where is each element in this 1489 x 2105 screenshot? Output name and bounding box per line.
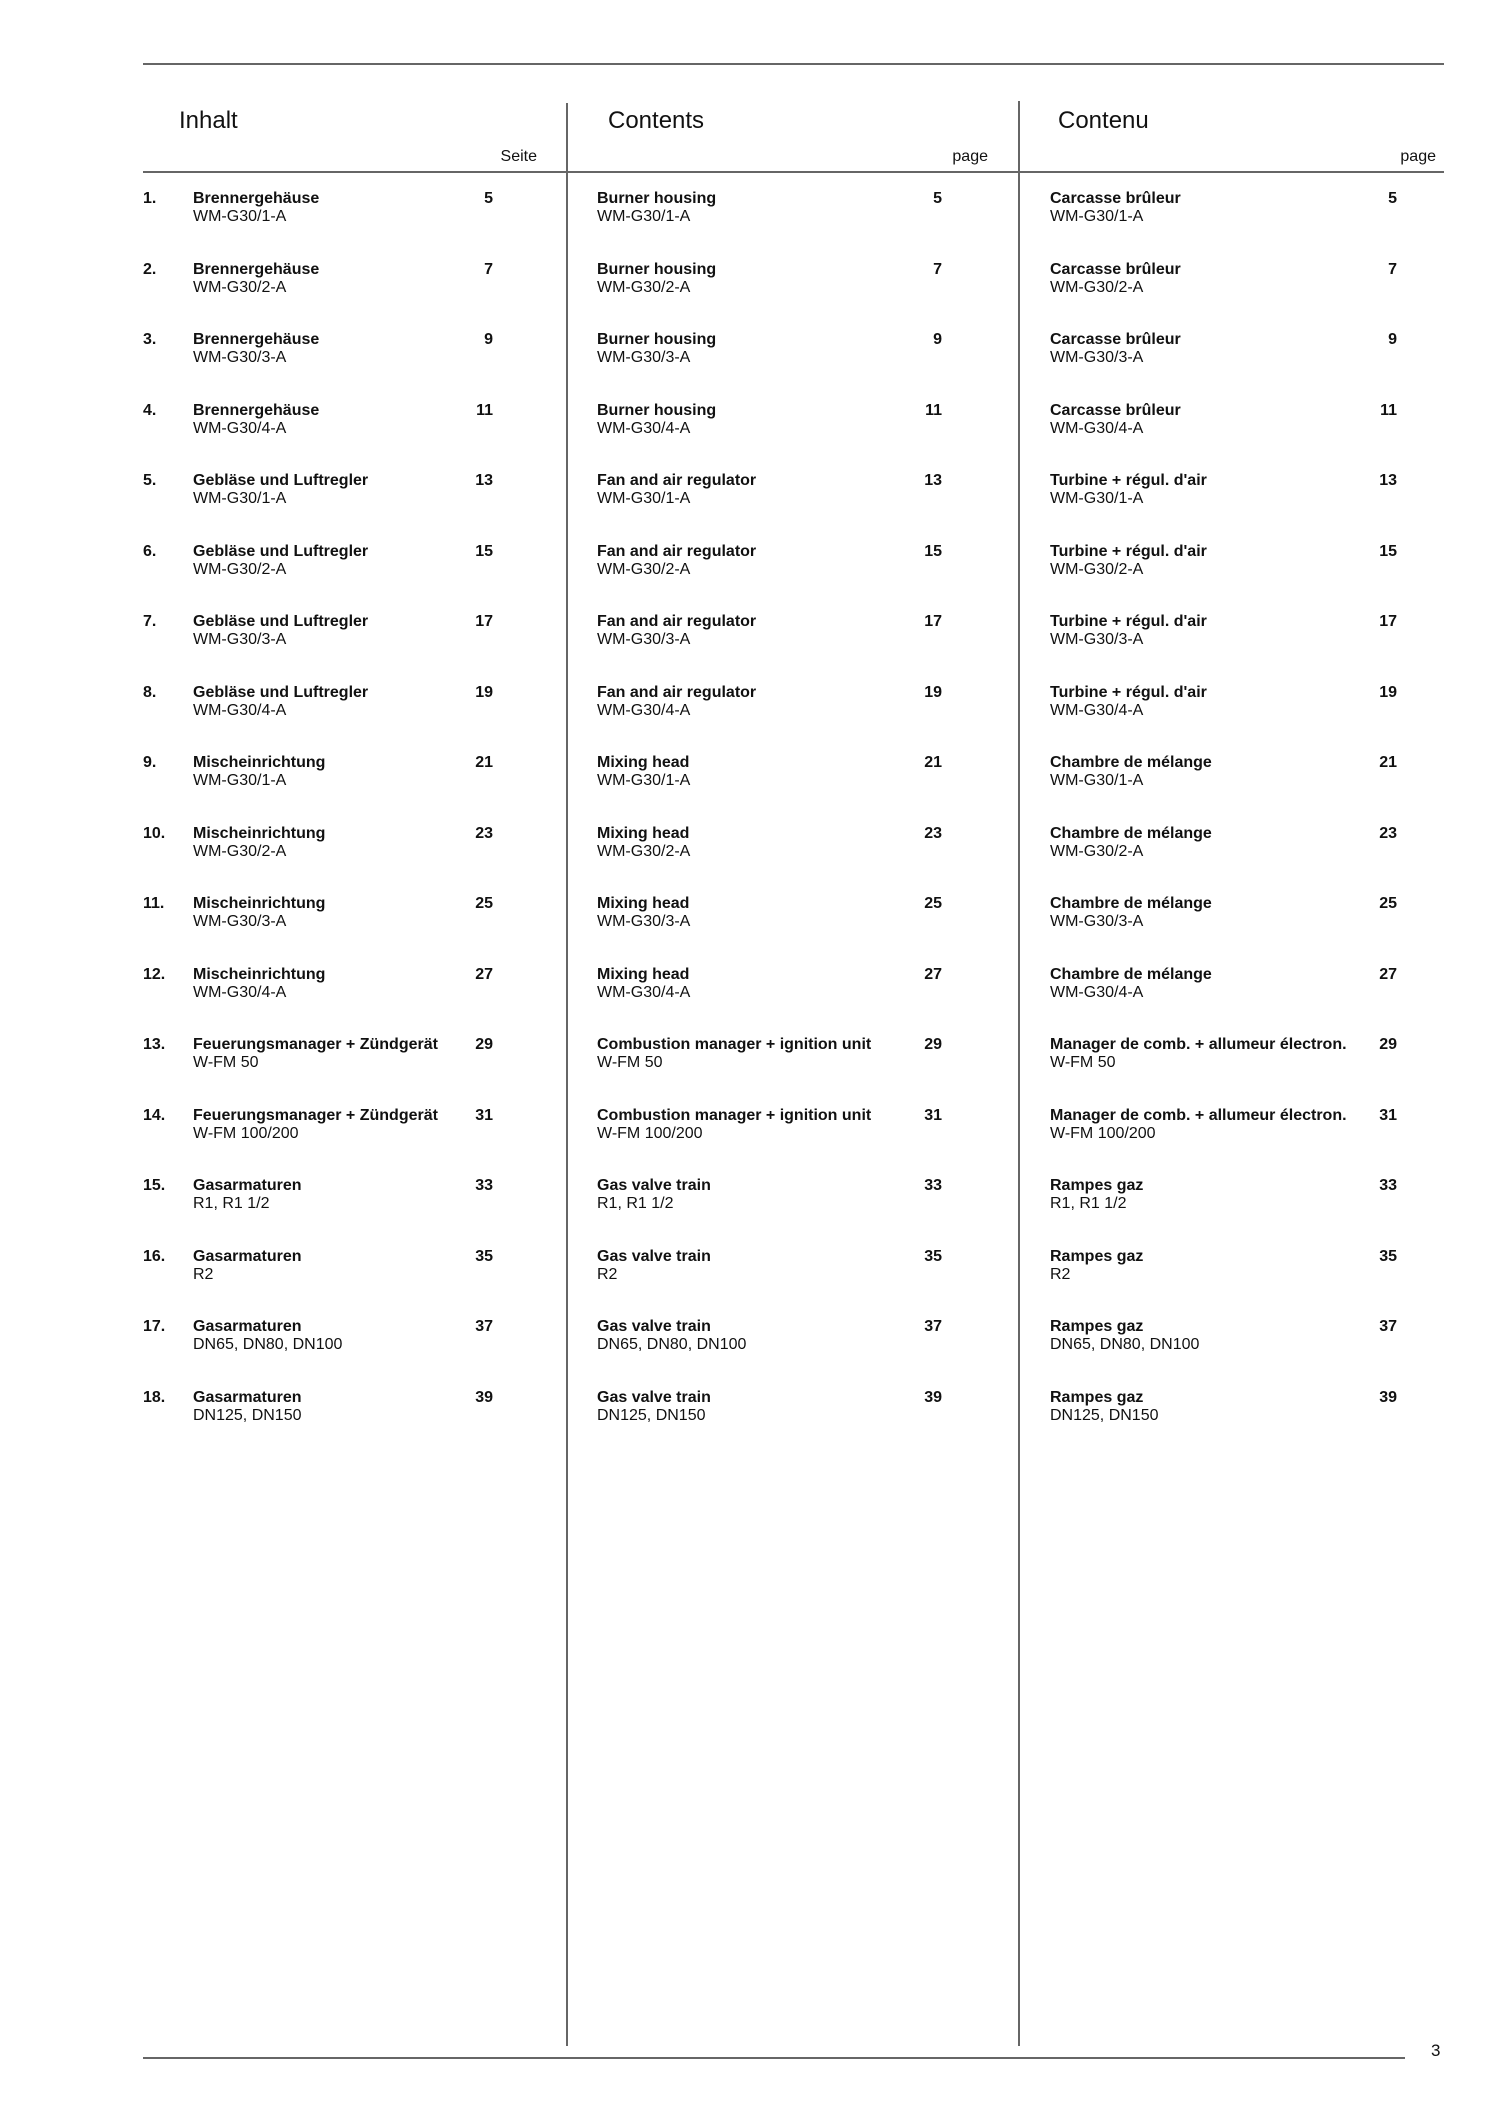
entry-page: 9 <box>1388 331 1397 348</box>
entry-page: 25 <box>1379 895 1397 912</box>
entry-page: 35 <box>1379 1247 1397 1265</box>
entry-title: Gebläse und Luftregler <box>193 472 369 489</box>
entry-page: 15 <box>475 542 493 560</box>
entry-page: 25 <box>924 895 942 912</box>
entry-page: 13 <box>475 472 493 489</box>
entry-model: W-FM 100/200 <box>1050 1124 1156 1142</box>
entry-title: Fan and air regulator <box>597 683 757 701</box>
entry-title: Carcasse brûleur <box>1050 331 1181 348</box>
toc-entry <box>597 613 982 684</box>
entry-page: 17 <box>924 613 942 630</box>
entry-model: WM-G30/2-A <box>597 560 691 578</box>
entry-title: Fan and air regulator <box>597 613 757 630</box>
toc-entry <box>597 754 982 825</box>
entry-title: Brennergehäuse <box>193 331 320 348</box>
entry-model: WM-G30/3-A <box>1050 349 1144 366</box>
toc-list-english <box>597 190 982 1459</box>
entry-page: 11 <box>925 401 942 419</box>
entry-title: Chambre de mélange <box>1050 824 1212 842</box>
entry-model: W-FM 50 <box>193 1054 259 1071</box>
entry-title: Brennergehäuse <box>193 260 320 278</box>
entry-number: 13. <box>143 1036 166 1053</box>
heading-english: Contents <box>608 107 705 134</box>
column-divider-1 <box>566 103 568 2046</box>
entry-title: Gebläse und Luftregler <box>193 683 369 701</box>
toc-entry <box>1050 1177 1437 1248</box>
toc-entry <box>143 1036 533 1107</box>
entry-model: R2 <box>597 1265 618 1283</box>
entry-title: Brennergehäuse <box>193 401 320 419</box>
entry-page: 5 <box>484 190 493 207</box>
entry-model: WM-G30/1-A <box>193 490 287 507</box>
toc-entry <box>143 1318 533 1389</box>
entry-number: 3. <box>143 331 157 348</box>
toc-entry <box>143 754 533 825</box>
entry-title: Rampes gaz <box>1050 1247 1144 1265</box>
entry-title: Manager de comb. + allumeur électron. <box>1050 1106 1347 1124</box>
entry-page: 35 <box>475 1247 493 1265</box>
entry-model: R1, R1 1/2 <box>597 1195 674 1212</box>
toc-entry <box>597 543 982 614</box>
entry-title: Feuerungsmanager + Zündgerät <box>193 1036 438 1053</box>
entry-number: 2. <box>143 260 157 278</box>
toc-entry <box>143 261 533 332</box>
toc-entry <box>143 1107 533 1178</box>
entry-model: W-FM 50 <box>597 1054 663 1071</box>
entry-title: Brennergehäuse <box>193 190 320 207</box>
page-label-french: page <box>1400 148 1436 165</box>
entry-title: Gebläse und Luftregler <box>193 613 369 630</box>
entry-title: Burner housing <box>597 260 717 278</box>
entry-number: 9. <box>143 754 157 771</box>
toc-entry <box>1050 190 1437 261</box>
entry-model: WM-G30/4-A <box>1050 419 1144 437</box>
entry-page: 9 <box>933 331 942 348</box>
entry-number: 8. <box>143 683 157 701</box>
toc-entry <box>143 1248 533 1319</box>
entry-model: WM-G30/1-A <box>1050 208 1144 225</box>
entry-model: WM-G30/1-A <box>193 208 287 225</box>
entry-title: Burner housing <box>597 331 717 348</box>
toc-entry <box>597 825 982 896</box>
entry-page: 9 <box>484 331 493 348</box>
entry-page: 21 <box>924 754 942 771</box>
entry-page: 11 <box>476 401 493 419</box>
toc-entry <box>143 684 533 755</box>
entry-page: 13 <box>924 472 942 489</box>
toc-entry <box>1050 472 1437 543</box>
entry-title: Gebläse und Luftregler <box>193 542 369 560</box>
entry-model: WM-G30/4-A <box>193 419 287 437</box>
entry-page: 39 <box>1379 1388 1397 1406</box>
entry-model: DN125, DN150 <box>193 1406 302 1424</box>
entry-number: 10. <box>143 824 166 842</box>
entry-model: DN65, DN80, DN100 <box>597 1336 747 1353</box>
entry-number: 15. <box>143 1177 166 1194</box>
toc-entry <box>1050 331 1437 402</box>
entry-title: Carcasse brûleur <box>1050 401 1181 419</box>
entry-page: 23 <box>1379 824 1397 842</box>
toc-entry <box>1050 1248 1437 1319</box>
entry-page: 35 <box>924 1247 942 1265</box>
entry-page: 19 <box>924 683 942 701</box>
entry-page: 31 <box>1379 1106 1397 1124</box>
entry-number: 1. <box>143 190 157 207</box>
entry-number: 4. <box>143 401 157 419</box>
toc-entry <box>1050 966 1437 1037</box>
entry-model: WM-G30/3-A <box>1050 631 1144 648</box>
entry-title: Gas valve train <box>597 1247 711 1265</box>
toc-list-french <box>1050 190 1437 1459</box>
entry-model: WM-G30/2-A <box>1050 560 1144 578</box>
entry-model: W-FM 50 <box>1050 1054 1116 1071</box>
entry-page: 17 <box>475 613 493 630</box>
entry-title: Mixing head <box>597 895 690 912</box>
entry-number: 14. <box>143 1106 166 1124</box>
entry-page: 27 <box>475 965 493 983</box>
entry-page: 23 <box>475 824 493 842</box>
entry-model: WM-G30/3-A <box>193 631 287 648</box>
entry-page: 11 <box>1380 401 1397 419</box>
toc-entry <box>597 1248 982 1319</box>
toc-entry <box>1050 543 1437 614</box>
entry-model: WM-G30/2-A <box>1050 842 1144 860</box>
entry-page: 33 <box>1379 1177 1397 1194</box>
entry-model: WM-G30/3-A <box>597 913 691 930</box>
entry-title: Mixing head <box>597 754 690 771</box>
entry-model: WM-G30/4-A <box>1050 701 1144 719</box>
entry-title: Gas valve train <box>597 1318 711 1335</box>
entry-title: Chambre de mélange <box>1050 965 1212 983</box>
entry-page: 39 <box>924 1388 942 1406</box>
top-rule <box>143 63 1444 65</box>
entry-page: 29 <box>924 1036 942 1053</box>
entry-page: 33 <box>924 1177 942 1194</box>
toc-entry <box>597 966 982 1037</box>
entry-model: DN65, DN80, DN100 <box>193 1336 343 1353</box>
toc-entry <box>143 895 533 966</box>
entry-number: 12. <box>143 965 166 983</box>
entry-page: 27 <box>1379 965 1397 983</box>
entry-page: 5 <box>933 190 942 207</box>
entry-model: WM-G30/4-A <box>597 701 691 719</box>
entry-model: WM-G30/2-A <box>597 278 691 296</box>
entry-page: 29 <box>1379 1036 1397 1053</box>
entry-model: WM-G30/3-A <box>597 349 691 366</box>
entry-page: 13 <box>1379 472 1397 489</box>
entry-title: Combustion manager + ignition unit <box>597 1036 872 1053</box>
entry-title: Gasarmaturen <box>193 1388 302 1406</box>
entry-page: 5 <box>1388 190 1397 207</box>
entry-model: WM-G30/4-A <box>1050 983 1144 1001</box>
entry-model: WM-G30/2-A <box>193 278 287 296</box>
entry-page: 17 <box>1379 613 1397 630</box>
entry-model: WM-G30/2-A <box>597 842 691 860</box>
entry-page: 7 <box>933 260 942 278</box>
entry-title: Gas valve train <box>597 1177 711 1194</box>
entry-number: 7. <box>143 613 157 630</box>
entry-title: Mischeinrichtung <box>193 824 326 842</box>
toc-entry <box>597 1177 982 1248</box>
entry-title: Mischeinrichtung <box>193 895 326 912</box>
entry-model: R1, R1 1/2 <box>1050 1195 1127 1212</box>
entry-page: 29 <box>475 1036 493 1053</box>
toc-entry <box>597 684 982 755</box>
entry-model: WM-G30/4-A <box>597 419 691 437</box>
toc-entry <box>143 331 533 402</box>
entry-page: 19 <box>475 683 493 701</box>
entry-title: Fan and air regulator <box>597 542 757 560</box>
entry-model: WM-G30/1-A <box>1050 490 1144 507</box>
entry-model: W-FM 100/200 <box>193 1124 299 1142</box>
toc-entry <box>1050 1389 1437 1460</box>
entry-title: Turbine + régul. d'air <box>1050 542 1207 560</box>
toc-entry <box>143 472 533 543</box>
entry-number: 11. <box>143 895 165 912</box>
entry-model: WM-G30/1-A <box>597 490 691 507</box>
entry-title: Feuerungsmanager + Zündgerät <box>193 1106 438 1124</box>
entry-page: 23 <box>924 824 942 842</box>
toc-entry <box>143 825 533 896</box>
entry-model: WM-G30/1-A <box>193 772 287 789</box>
entry-model: DN125, DN150 <box>597 1406 706 1424</box>
entry-model: R2 <box>193 1265 214 1283</box>
entry-number: 16. <box>143 1247 166 1265</box>
toc-entry <box>1050 402 1437 473</box>
toc-entry <box>597 1389 982 1460</box>
entry-page: 7 <box>484 260 493 278</box>
entry-page: 27 <box>924 965 942 983</box>
entry-title: Combustion manager + ignition unit <box>597 1106 872 1124</box>
toc-entry <box>597 895 982 966</box>
entry-model: WM-G30/4-A <box>193 983 287 1001</box>
toc-list-german <box>143 190 533 1459</box>
entry-model: W-FM 100/200 <box>597 1124 703 1142</box>
entry-title: Gas valve train <box>597 1388 711 1406</box>
entry-page: 21 <box>475 754 493 771</box>
entry-model: WM-G30/1-A <box>1050 772 1144 789</box>
toc-entry <box>143 543 533 614</box>
entry-title: Carcasse brûleur <box>1050 260 1181 278</box>
entry-title: Mischeinrichtung <box>193 754 326 771</box>
entry-model: DN65, DN80, DN100 <box>1050 1336 1200 1353</box>
entry-title: Chambre de mélange <box>1050 895 1212 912</box>
toc-entry <box>143 966 533 1037</box>
entry-model: WM-G30/3-A <box>1050 913 1144 930</box>
entry-page: 25 <box>475 895 493 912</box>
entry-model: WM-G30/3-A <box>193 349 287 366</box>
entry-model: WM-G30/3-A <box>597 631 691 648</box>
bottom-rule <box>143 2057 1405 2059</box>
entry-page: 19 <box>1379 683 1397 701</box>
entry-model: WM-G30/1-A <box>597 208 691 225</box>
toc-entry <box>597 331 982 402</box>
entry-title: Fan and air regulator <box>597 472 757 489</box>
toc-entry <box>597 1107 982 1178</box>
toc-entry <box>143 1177 533 1248</box>
entry-model: WM-G30/2-A <box>193 842 287 860</box>
entry-number: 5. <box>143 472 157 489</box>
header-rule <box>143 171 1444 173</box>
entry-title: Rampes gaz <box>1050 1177 1144 1194</box>
toc-entry <box>597 261 982 332</box>
entry-title: Turbine + régul. d'air <box>1050 683 1207 701</box>
toc-entry <box>1050 895 1437 966</box>
entry-page: 39 <box>475 1388 493 1406</box>
entry-title: Carcasse brûleur <box>1050 190 1181 207</box>
entry-title: Mischeinrichtung <box>193 965 326 983</box>
entry-page: 37 <box>924 1318 942 1335</box>
entry-model: WM-G30/2-A <box>193 560 287 578</box>
entry-page: 15 <box>924 542 942 560</box>
toc-entry <box>143 402 533 473</box>
entry-title: Manager de comb. + allumeur électron. <box>1050 1036 1347 1053</box>
page-number: 3 <box>1431 2041 1441 2060</box>
toc-entry <box>143 613 533 684</box>
toc-entry <box>143 1389 533 1460</box>
entry-title: Gasarmaturen <box>193 1177 302 1194</box>
toc-entry <box>1050 613 1437 684</box>
toc-entry <box>1050 825 1437 896</box>
entry-title: Rampes gaz <box>1050 1388 1144 1406</box>
entry-page: 33 <box>475 1177 493 1194</box>
entry-title: Gasarmaturen <box>193 1247 302 1265</box>
entry-number: 17. <box>143 1318 166 1335</box>
toc-entry <box>597 190 982 261</box>
entry-number: 18. <box>143 1388 166 1406</box>
entry-page: 37 <box>475 1318 493 1335</box>
toc-entry <box>1050 754 1437 825</box>
toc-entry <box>597 402 982 473</box>
entry-title: Mixing head <box>597 965 690 983</box>
entry-title: Turbine + régul. d'air <box>1050 472 1207 489</box>
entry-page: 21 <box>1379 754 1397 771</box>
toc-entry <box>143 190 533 261</box>
entry-page: 7 <box>1388 260 1397 278</box>
entry-model: WM-G30/2-A <box>1050 278 1144 296</box>
entry-title: Gasarmaturen <box>193 1318 302 1335</box>
toc-entry <box>1050 1318 1437 1389</box>
entry-model: R1, R1 1/2 <box>193 1195 270 1212</box>
entry-number: 6. <box>143 542 157 560</box>
heading-german: Inhalt <box>179 107 238 134</box>
entry-model: R2 <box>1050 1265 1071 1283</box>
entry-title: Chambre de mélange <box>1050 754 1212 771</box>
heading-french: Contenu <box>1058 107 1149 134</box>
page-label-german: Seite <box>500 148 537 165</box>
toc-entry <box>1050 261 1437 332</box>
column-divider-2 <box>1018 101 1020 2046</box>
toc-entry <box>1050 1036 1437 1107</box>
entry-model: WM-G30/4-A <box>193 701 287 719</box>
entry-page: 37 <box>1379 1318 1397 1335</box>
entry-title: Mixing head <box>597 824 690 842</box>
entry-model: DN125, DN150 <box>1050 1406 1159 1424</box>
toc-entry <box>597 1036 982 1107</box>
entry-page: 31 <box>475 1106 493 1124</box>
toc-entry <box>597 1318 982 1389</box>
entry-model: WM-G30/4-A <box>597 983 691 1001</box>
entry-title: Rampes gaz <box>1050 1318 1144 1335</box>
toc-entry <box>1050 684 1437 755</box>
entry-page: 15 <box>1379 542 1397 560</box>
entry-model: WM-G30/1-A <box>597 772 691 789</box>
page-label-english: page <box>952 148 988 165</box>
entry-page: 31 <box>924 1106 942 1124</box>
entry-title: Turbine + régul. d'air <box>1050 613 1207 630</box>
toc-entry <box>1050 1107 1437 1178</box>
toc-entry <box>597 472 982 543</box>
entry-title: Burner housing <box>597 401 717 419</box>
entry-title: Burner housing <box>597 190 717 207</box>
entry-model: WM-G30/3-A <box>193 913 287 930</box>
